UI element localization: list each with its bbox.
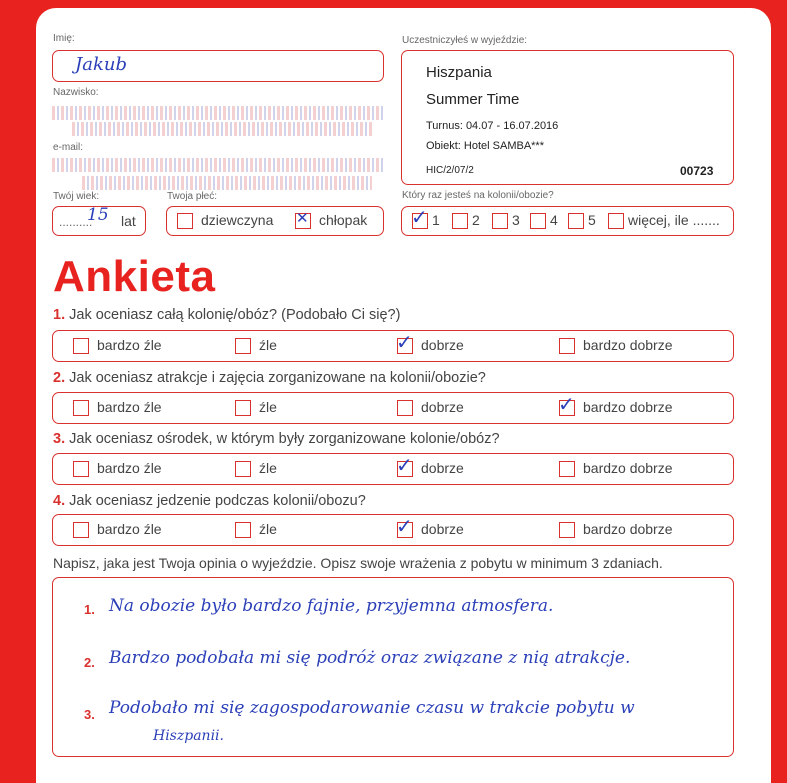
- surname-field-redacted[interactable]: [52, 102, 385, 140]
- email-label: e-mail:: [53, 142, 84, 153]
- times-option-1: 1: [432, 212, 440, 228]
- question-4: 4. Jak oceniasz jedzenie podczas kolonii/obozu?: [53, 493, 366, 509]
- q4-checkbox-very-bad[interactable]: [73, 522, 89, 538]
- trip-label: Uczestniczyłeś w wyjeździe:: [402, 35, 528, 46]
- trip-program: Summer Time: [426, 91, 520, 108]
- q2-checkbox-bad[interactable]: [235, 400, 251, 416]
- q2-checkbox-very-good[interactable]: ✓: [558, 392, 575, 416]
- question-4-options: [52, 514, 734, 546]
- gender-checkbox-male[interactable]: ✕: [295, 213, 311, 229]
- q1-option-very-good: bardzo dobrze: [583, 337, 673, 353]
- opinion-prompt: Napisz, jaka jest Twoja opinia o wyjeździe. Opisz swoje wrażenia z pobytu w minimum 3 zdaniach.: [53, 555, 663, 571]
- trip-country: Hiszpania: [426, 64, 492, 81]
- q4-checkbox-very-good[interactable]: [559, 522, 575, 538]
- age-value: 15: [87, 205, 109, 225]
- opinion-line-3-continued: Hiszpanii.: [153, 728, 224, 744]
- times-option-5: 5: [588, 212, 596, 228]
- q2-option-bad: źle: [259, 399, 277, 415]
- opinion-line-3-number: 3.: [84, 707, 95, 722]
- opinion-line-2: Bardzo podobała mi się podróż oraz związane z nią atrakcje.: [109, 648, 631, 668]
- name-label: Imię:: [53, 33, 75, 44]
- q3-option-bad: źle: [259, 460, 277, 476]
- q3-checkbox-bad[interactable]: [235, 461, 251, 477]
- name-value: Jakub: [75, 54, 127, 75]
- gender-checkbox-female[interactable]: [177, 213, 193, 229]
- question-1: 1. Jak oceniasz całą kolonię/obóz? (Podobało Ci się?): [53, 307, 401, 323]
- opinion-line-3: Podobało mi się zagospodarowanie czasu w trakcie pobytu w: [109, 698, 635, 718]
- survey-title: Ankieta: [53, 252, 216, 301]
- times-field: [401, 206, 734, 236]
- times-option-3: 3: [512, 212, 520, 228]
- q3-option-good: dobrze: [421, 460, 464, 476]
- times-checkbox-3[interactable]: [492, 213, 508, 229]
- question-2-options: [52, 392, 734, 424]
- opinion-line-2-number: 2.: [84, 655, 95, 670]
- q3-option-very-good: bardzo dobrze: [583, 460, 673, 476]
- q3-checkbox-good[interactable]: ✓: [396, 453, 413, 477]
- q4-option-very-good: bardzo dobrze: [583, 521, 673, 537]
- q3-option-very-bad: bardzo źle: [97, 460, 162, 476]
- question-2: 2. Jak oceniasz atrakcje i zajęcia zorganizowane na kolonii/obozie?: [53, 370, 486, 386]
- q2-option-good: dobrze: [421, 399, 464, 415]
- trip-obiekt: Obiekt: Hotel SAMBA***: [426, 140, 544, 152]
- q4-checkbox-good[interactable]: ✓: [396, 514, 413, 538]
- q1-checkbox-very-good[interactable]: [559, 338, 575, 354]
- times-option-more: więcej, ile .......: [628, 212, 720, 228]
- q2-checkbox-good[interactable]: [397, 400, 413, 416]
- survey-sheet: [36, 8, 771, 783]
- q1-option-very-bad: bardzo źle: [97, 337, 162, 353]
- times-checkbox-1[interactable]: ✓: [411, 205, 428, 229]
- opinion-line-1-number: 1.: [84, 602, 95, 617]
- gender-option-female: dziewczyna: [201, 212, 274, 228]
- trip-turnus: Turnus: 04.07 - 16.07.2016: [426, 120, 559, 132]
- q2-option-very-good: bardzo dobrze: [583, 399, 673, 415]
- question-3: 3. Jak oceniasz ośrodek, w którym były zorganizowane kolonie/obóz?: [53, 431, 500, 447]
- gender-option-male: chłopak: [319, 212, 368, 228]
- age-unit: lat: [121, 213, 136, 229]
- opinion-line-1: Na obozie było bardzo fajnie, przyjemna atmosfera.: [109, 596, 554, 616]
- q1-option-good: dobrze: [421, 337, 464, 353]
- q4-checkbox-bad[interactable]: [235, 522, 251, 538]
- question-3-options: [52, 453, 734, 485]
- q4-option-very-bad: bardzo źle: [97, 521, 162, 537]
- times-option-2: 2: [472, 212, 480, 228]
- email-field-redacted[interactable]: [52, 154, 385, 194]
- q2-option-very-bad: bardzo źle: [97, 399, 162, 415]
- age-label: Twój wiek:: [53, 191, 100, 202]
- age-dots: ..........: [59, 215, 93, 229]
- times-checkbox-4[interactable]: [530, 213, 546, 229]
- times-checkbox-more[interactable]: [608, 213, 624, 229]
- trip-number: 00723: [680, 164, 714, 178]
- trip-code: HIC/2/07/2: [426, 165, 474, 176]
- q4-option-good: dobrze: [421, 521, 464, 537]
- opinion-box[interactable]: [52, 577, 734, 757]
- name-field[interactable]: [52, 50, 384, 82]
- age-field[interactable]: [52, 206, 146, 236]
- times-checkbox-5[interactable]: [568, 213, 584, 229]
- q1-checkbox-bad[interactable]: [235, 338, 251, 354]
- q4-option-bad: źle: [259, 521, 277, 537]
- trip-box: [401, 50, 734, 185]
- times-option-4: 4: [550, 212, 558, 228]
- q1-checkbox-good[interactable]: ✓: [396, 330, 413, 354]
- gender-label: Twoja płeć:: [167, 191, 218, 202]
- q3-checkbox-very-good[interactable]: [559, 461, 575, 477]
- surname-label: Nazwisko:: [53, 87, 99, 98]
- q1-checkbox-very-bad[interactable]: [73, 338, 89, 354]
- times-checkbox-2[interactable]: [452, 213, 468, 229]
- q2-checkbox-very-bad[interactable]: [73, 400, 89, 416]
- q3-checkbox-very-bad[interactable]: [73, 461, 89, 477]
- question-1-options: [52, 330, 734, 362]
- gender-field: [166, 206, 384, 236]
- times-label: Który raz jesteś na kolonii/obozie?: [402, 190, 554, 201]
- q1-option-bad: źle: [259, 337, 277, 353]
